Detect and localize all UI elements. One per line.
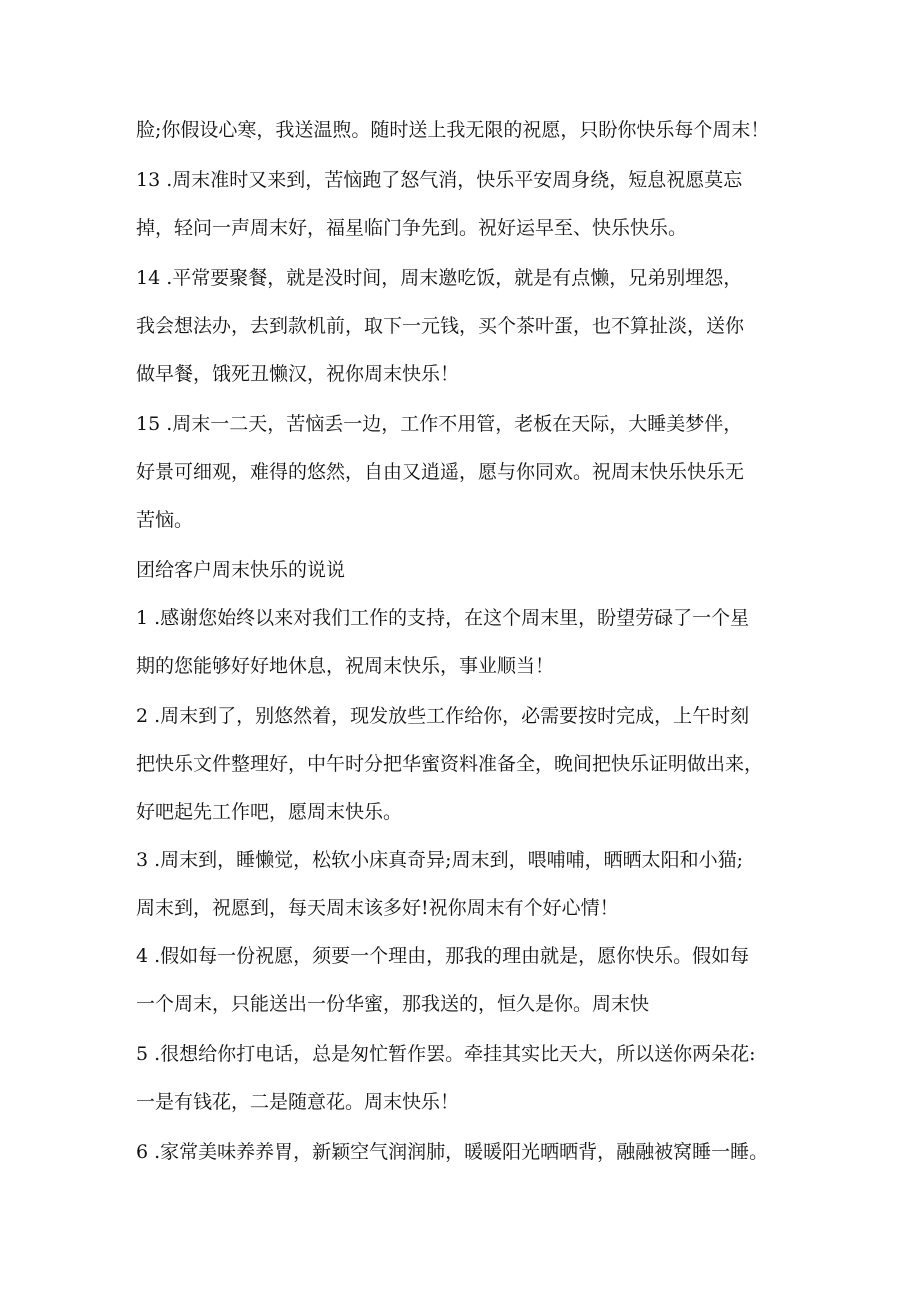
- text-line: 5 .很想给你打电话，总是匆忙暂作罢。牵挂其实比天大，所以送你两朵花:: [136, 1043, 756, 1065]
- text-line: 1 .感谢您始终以来对我们工作的支持，在这个周末里，盼望劳碌了一个星: [136, 607, 750, 629]
- text-line: 我会想法办，去到款机前，取下一元钱，买个茶叶蛋，也不算扯淡，送你: [136, 315, 745, 337]
- section-heading: 团给客户周末快乐的说说: [136, 559, 346, 581]
- text-line: 脸;你假设心寒，我送温煦。随时送上我无限的祝愿，只盼你快乐每个周末！: [136, 119, 770, 141]
- text-line: 苦恼。: [136, 509, 194, 531]
- text-line: 把快乐文件整理好，中午时分把华蜜资料准备全，晚间把快乐证明做出来，: [136, 753, 764, 775]
- text-line: 13 .周末准时又来到，苦恼跑了怒气消，快乐平安周身绕，短息祝愿莫忘: [136, 169, 743, 191]
- text-line: 掉，轻问一声周末好，福星临门争先到。祝好运早至、快乐快乐。: [136, 217, 688, 239]
- text-line: 一是有钱花，二是随意花。周末快乐！: [136, 1091, 460, 1113]
- text-line: 15 .周末一二天，苦恼丢一边，工作不用管，老板在天际，大睡美梦伴，: [136, 413, 743, 435]
- text-line: 6 .家常美味养养胃，新颖空气润润肺，暖暖阳光晒晒背，融融被窝睡一睡。: [136, 1141, 769, 1163]
- text-line: 期的您能够好好地休息，祝周末快乐，事业顺当！: [136, 655, 555, 677]
- text-line: 3 .周末到，睡懒觉，松软小床真奇异;周末到，喂哺哺，晒晒太阳和小猫;: [136, 849, 743, 871]
- text-line: 4 .假如每一份祝愿，须要一个理由，那我的理由就是，愿你快乐。假如每: [136, 945, 750, 967]
- text-line: 2 .周末到了，别悠然着，现发放些工作给你，必需要按时完成，上午时刻: [136, 705, 750, 727]
- text-line: 周末到，祝愿到，每天周末该多好!祝你周末有个好心情！: [136, 897, 619, 919]
- text-line: 好吧起先工作吧，愿周末快乐。: [136, 801, 403, 823]
- text-line: 做早餐，饿死丑懒汉，祝你周末快乐！: [136, 363, 460, 385]
- text-line: 好景可细观，难得的悠然，自由又逍遥，愿与你同欢。祝周末快乐快乐无: [136, 461, 745, 483]
- text-line: 一个周末，只能送出一份华蜜，那我送的，恒久是你。周末快: [136, 993, 650, 1015]
- text-line: 14 .平常要聚餐，就是没时间，周末邀吃饭，就是有点懒，兄弟别埋怨，: [136, 267, 743, 289]
